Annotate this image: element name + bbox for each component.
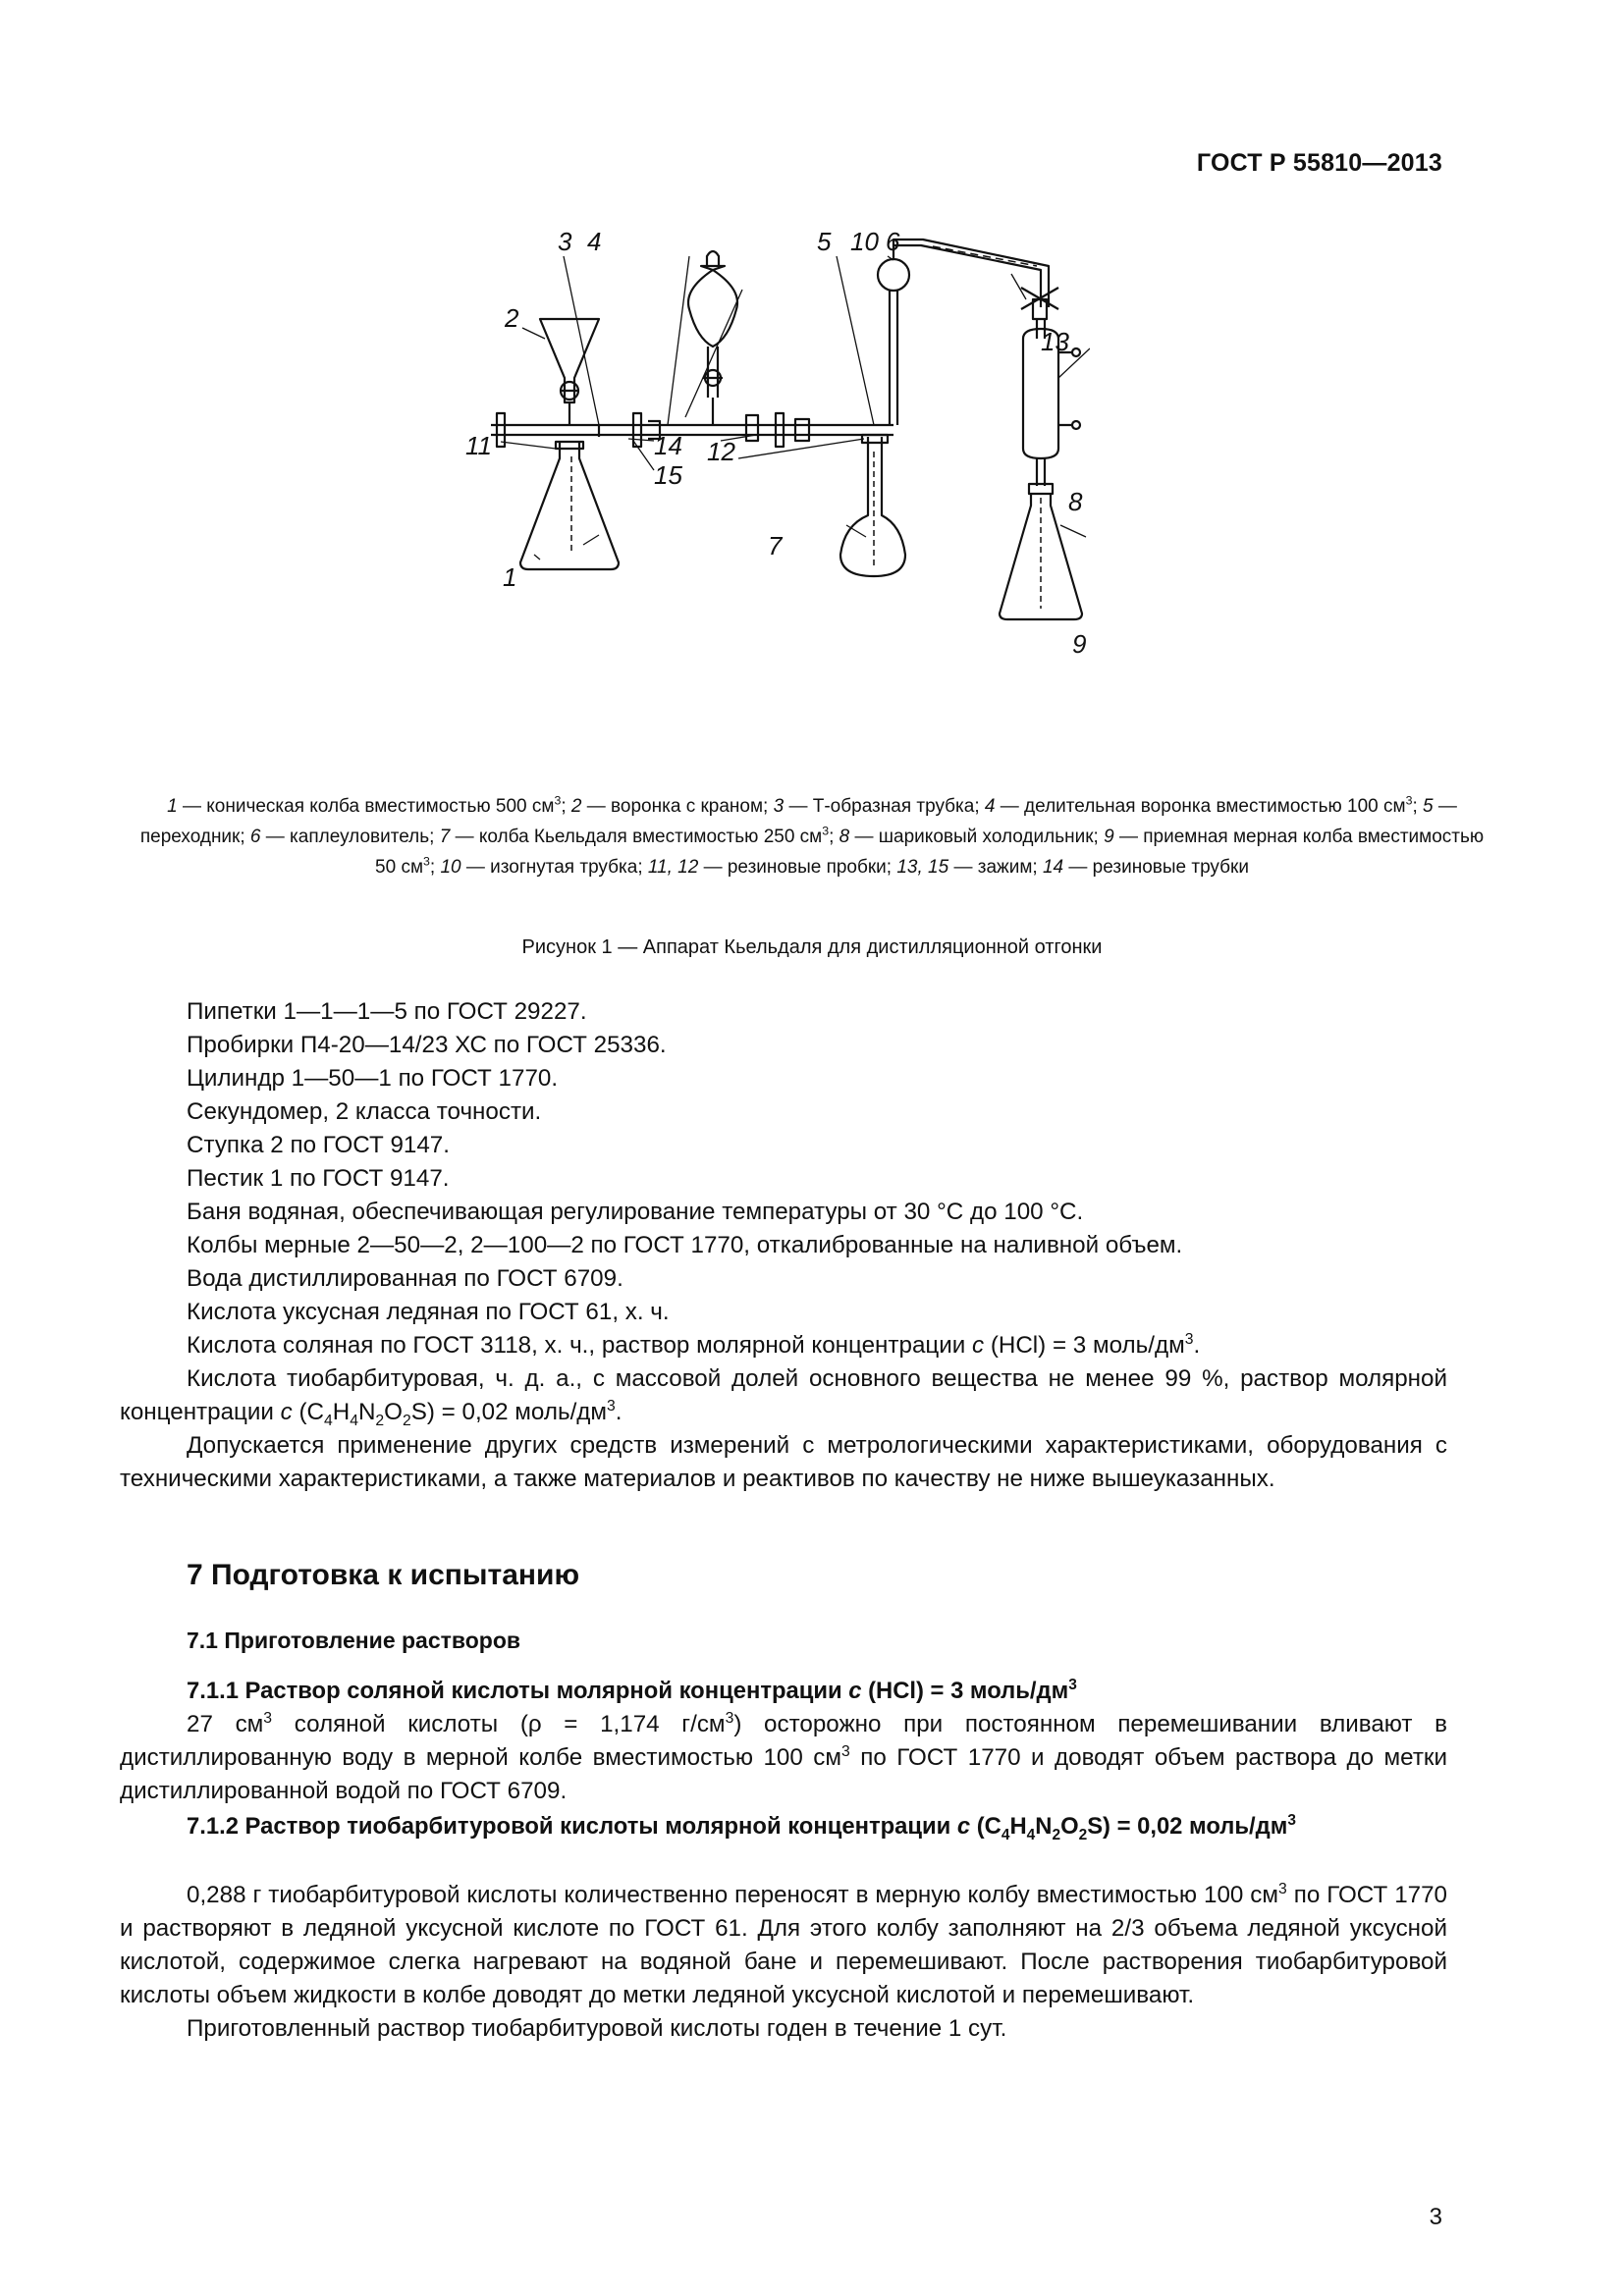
sup: 3 [1287, 1812, 1296, 1830]
separating-funnel-4 [688, 270, 737, 347]
text: (HCl) = 3 моль/дм [861, 1678, 1069, 1704]
text: Кислота соляная по ГОСТ 3118, х. ч., раствор молярной концентрации [187, 1332, 972, 1359]
label-15: 15 [654, 460, 682, 490]
clause-711-text [120, 1708, 1447, 1808]
equipment-list [120, 995, 1447, 1496]
sub: 2 [1078, 1826, 1088, 1843]
legend-text: — коническая колба вместимостью 500 см [177, 796, 555, 817]
stopper-top [707, 251, 719, 266]
label-4: 4 [587, 231, 602, 256]
paragraph [120, 1879, 1447, 2012]
legend-text: ; [829, 827, 839, 847]
legend-num: 3 [773, 796, 785, 817]
sub: 4 [350, 1412, 358, 1429]
text: по ГОСТ 1770 и растворяют в ледяной уксусной кислоте по ГОСТ 61. Для этого колбу заполняют на 2/3 объема ледяной уксусной кислотой, содержимое слегка нагревают на водяной бане и перемешивают. После растворения тиобарбитуровой кислоты объем жидкости в колбе доводят до метки ледяной уксусной кислотой и перемешивают. [120, 1882, 1447, 2008]
legend-num: 5 [1423, 796, 1434, 817]
symbol: с [972, 1332, 985, 1359]
legend-num: 11, 12 [647, 857, 699, 878]
subsection-title: 7.1 Приготовление растворов [187, 1628, 521, 1653]
sup: 3 [263, 1709, 273, 1727]
text: 7.1.2 Раствор тиобарбитуровой кислоты молярной концентрации [187, 1813, 957, 1840]
text: (C [292, 1399, 324, 1425]
legend-text: — резиновые трубки [1063, 857, 1249, 878]
page-number: 3 [1429, 2204, 1442, 2230]
legend-num: 8 [839, 827, 850, 847]
shelf-life-note: Приготовленный раствор тиобарбитуровой кислоты годен в течение 1 сут. [187, 2015, 1007, 2042]
legend-sup: 3 [1405, 793, 1413, 808]
legend-num: 2 [570, 796, 582, 817]
legend-text: — шариковый холодильник; [849, 827, 1105, 847]
equipment-item: Колбы мерные 2—50—2, 2—100—2 по ГОСТ 1770, откалиброванные на наливной объем. [187, 1232, 1183, 1258]
sub: 2 [375, 1412, 385, 1429]
label-8: 8 [1068, 487, 1083, 516]
document-id: ГОСТ Р 55810—2013 [1196, 149, 1442, 177]
section-title: 7 Подготовка к испытанию [187, 1559, 580, 1591]
allowance-paragraph: Допускается применение других средств измерений с метрологическими характеристиками, оборудования с техническими характеристиками, а также материалов и реактивов по качеству не ниже вышеуказанных. [120, 1432, 1447, 1492]
equipment-item: Кислота уксусная ледяная по ГОСТ 61, х. ч. [187, 1299, 670, 1325]
clause-711-heading [187, 1675, 1447, 1708]
legend-text: ; [561, 796, 571, 817]
symbol: с [848, 1678, 862, 1704]
stopper-12 [862, 435, 888, 443]
legend-text: — делительная воронка вместимостью 100 см [995, 796, 1406, 817]
equipment-item: Пипетки 1—1—1—5 по ГОСТ 29227. [187, 998, 587, 1025]
text: O [384, 1399, 403, 1425]
text: . [1193, 1332, 1201, 1359]
legend-text: ; [429, 857, 441, 878]
text: 27 см [187, 1711, 264, 1737]
legend-text: — резиновые пробки; [698, 857, 897, 878]
clamp-right [776, 413, 784, 447]
legend-sup: 3 [822, 824, 830, 838]
text: S) = 0,02 моль/дм [410, 1399, 608, 1425]
legend-text: — изогнутая трубка; [460, 857, 648, 878]
legend-sup: 3 [554, 793, 562, 808]
apparatus-drawing [461, 231, 1090, 746]
legend-text: ; [1412, 796, 1424, 817]
text: ) осторожно при постоянном перемешивании вливают в дистиллированную воду в мерной колбе вместимостью 100 см [120, 1711, 1447, 1771]
sub: 2 [403, 1412, 411, 1429]
paragraph [120, 1708, 1447, 1808]
label-7: 7 [768, 531, 783, 561]
text: 7.1.1 Раствор соляной кислоты молярной концентрации [187, 1678, 849, 1704]
label-3: 3 [558, 231, 572, 256]
equipment-item: Пестик 1 по ГОСТ 9147. [187, 1165, 450, 1192]
equipment-item: Вода дистиллированная по ГОСТ 6709. [187, 1265, 623, 1292]
conical-flask-1 [520, 442, 619, 569]
sub: 4 [1026, 1826, 1036, 1843]
legend-text: — Т-образная трубка; [784, 796, 985, 817]
text: H [1009, 1813, 1027, 1840]
legend-num: 4 [984, 796, 996, 817]
legend-text: — зажим; [948, 857, 1043, 878]
legend-num: 6 [249, 827, 261, 847]
symbol: с [280, 1399, 293, 1425]
label-1: 1 [503, 562, 517, 592]
equipment-item: Цилиндр 1—50—1 по ГОСТ 1770. [187, 1065, 559, 1092]
text: N [1035, 1813, 1053, 1840]
sup: 3 [725, 1709, 734, 1727]
label-11: 11 [465, 431, 492, 460]
tba-reagent [120, 1362, 1447, 1429]
legend-text: — приемная мерная колба вместимостью 50 см [375, 827, 1485, 878]
sup: 3 [841, 1742, 850, 1760]
text: (HCl) = 3 моль/дм [984, 1332, 1185, 1359]
figure-caption: Рисунок 1 — Аппарат Кьельдаля для дистилляционной отгонки [521, 936, 1103, 958]
equipment-item: Секундомер, 2 класса точности. [187, 1098, 542, 1125]
legend-sup: 3 [423, 854, 430, 869]
text: S) = 0,02 моль/дм [1087, 1813, 1288, 1840]
equipment-item: Баня водяная, обеспечивающая регулирование температуры от 30 °С до 100 °С. [187, 1199, 1084, 1225]
text: . [615, 1399, 623, 1425]
label-9: 9 [1072, 629, 1087, 659]
label-5: 5 [817, 231, 832, 256]
kjeldahl-flask-7 [840, 437, 905, 576]
text: H [332, 1399, 351, 1425]
text: N [357, 1399, 376, 1425]
sup: 3 [607, 1397, 616, 1415]
figure-legend [133, 791, 1491, 882]
sub: 2 [1052, 1826, 1061, 1843]
label-10: 10 [850, 231, 879, 256]
text: по ГОСТ 1770 и доводят объем раствора до метки дистиллированной водой по ГОСТ 6709. [120, 1744, 1447, 1804]
symbol: с [956, 1813, 971, 1840]
legend-text: — каплеуловитель; [260, 827, 440, 847]
clause-712-heading [120, 1810, 1447, 1843]
text: Кислота тиобарбитуровая, ч. д. а., с массовой долей основного вещества не менее 99 %, раствор молярной концентрации [120, 1365, 1447, 1425]
label-6: 6 [886, 231, 900, 256]
legend-text: — переходник; [139, 796, 1457, 847]
label-2: 2 [505, 303, 519, 333]
label-12: 12 [707, 437, 735, 466]
legend-num: 10 [440, 857, 461, 878]
legend-num: 9 [1104, 827, 1114, 847]
equipment-item: Ступка 2 по ГОСТ 9147. [187, 1132, 450, 1158]
sub: 4 [323, 1412, 333, 1429]
bent-tube-10 [890, 290, 897, 425]
legend-num: 14 [1042, 857, 1064, 878]
connecting-tube [491, 425, 893, 435]
adapter-5 [746, 415, 758, 441]
text: O [1060, 1813, 1079, 1840]
drop-catcher-6 [878, 259, 909, 291]
sup: 3 [1278, 1880, 1287, 1897]
legend-num: 7 [439, 827, 451, 847]
text: соляной кислоты (ρ = 1,174 г/см [272, 1711, 726, 1737]
label-13: 13 [1041, 327, 1069, 356]
hcl-reagent [120, 1329, 1447, 1362]
sup: 3 [1068, 1677, 1077, 1694]
text: 0,288 г тиобарбитуровой кислоты количественно переносят в мерную колбу вместимостью 100 см [187, 1882, 1279, 1908]
legend-num: 1 [167, 796, 178, 817]
label-14: 14 [654, 431, 682, 460]
text: (C [970, 1813, 1001, 1840]
legend-text: — воронка с краном; [581, 796, 774, 817]
legend-num: 13, 15 [896, 857, 949, 878]
sup: 3 [1184, 1330, 1194, 1348]
equipment-item: Пробирки П4-20—14/23 ХС по ГОСТ 25336. [187, 1032, 667, 1058]
legend-text: — колба Кьельдаля вместимостью 250 см [450, 827, 823, 847]
apparatus-figure [461, 231, 1090, 746]
sub: 4 [1001, 1826, 1010, 1843]
clause-712-text [120, 1879, 1447, 2046]
